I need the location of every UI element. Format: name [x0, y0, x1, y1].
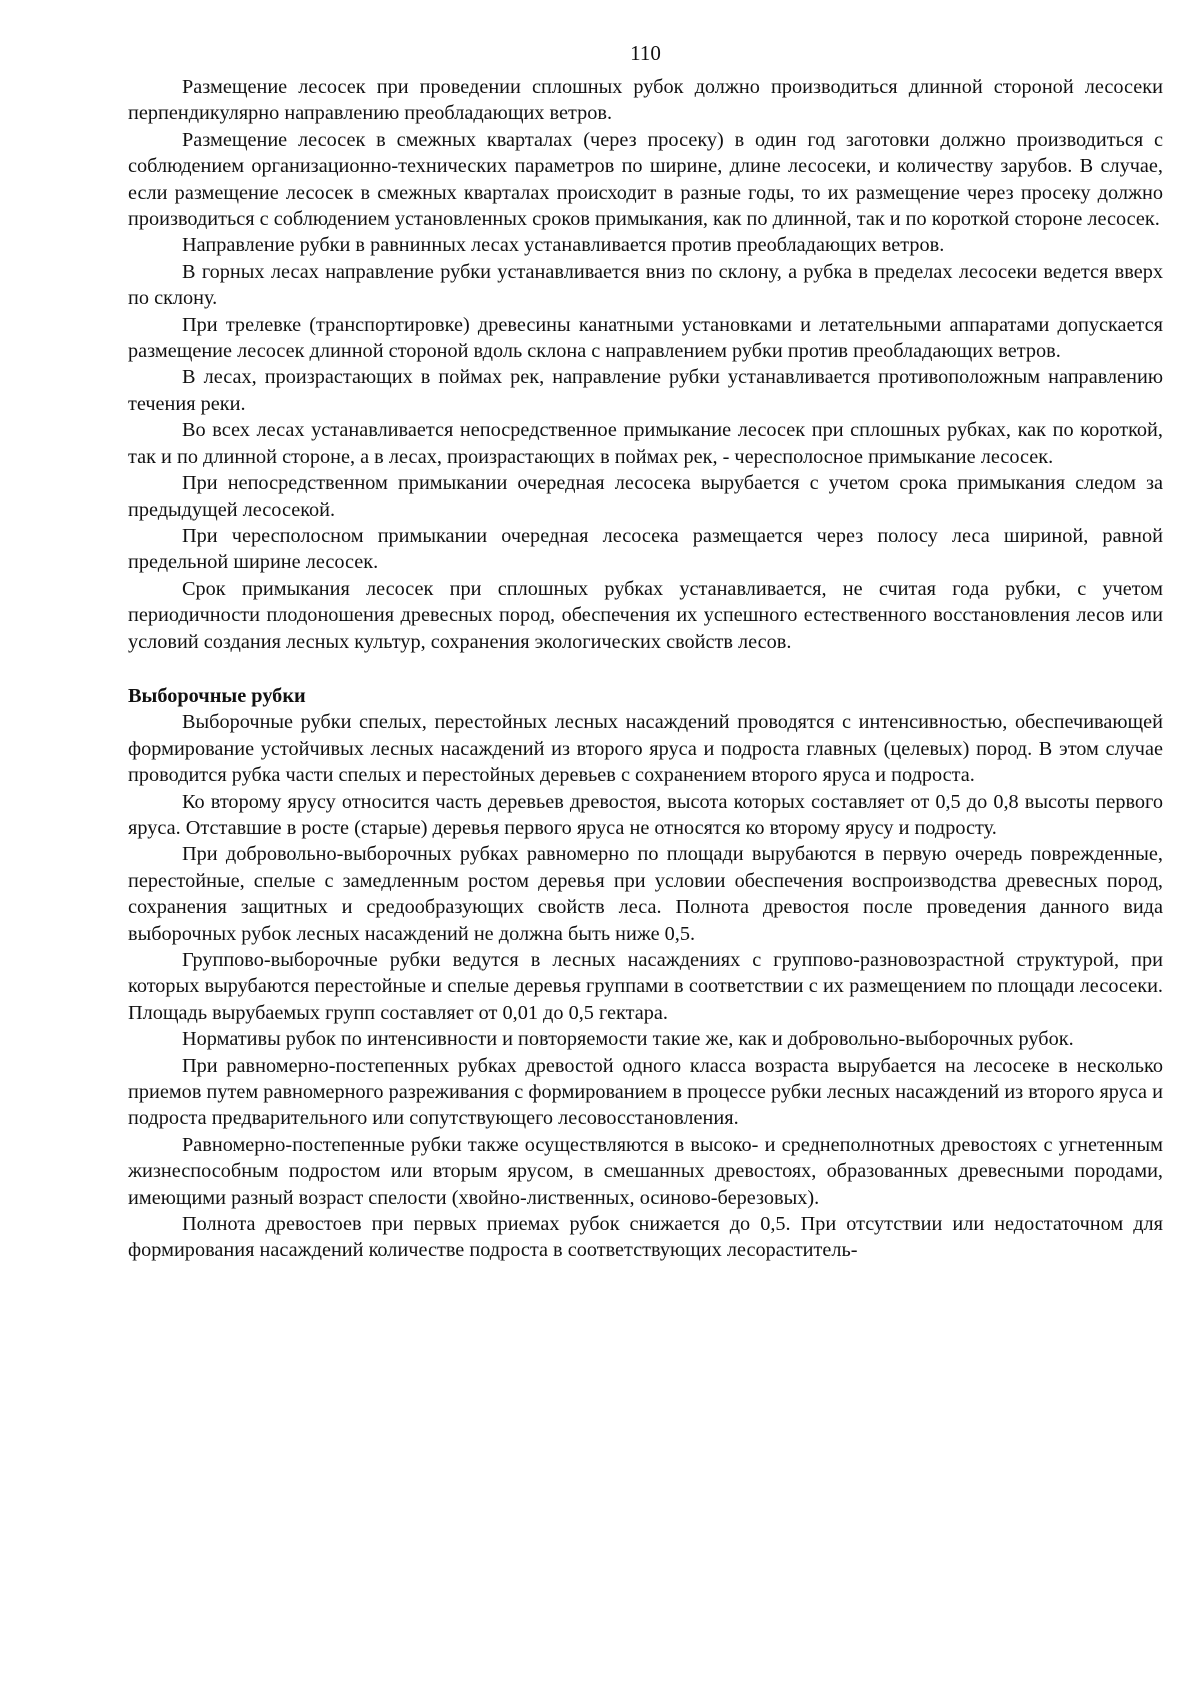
section-selective-cutting [128, 683, 1163, 1264]
paragraph: В лесах, произрастающих в поймах рек, направление рубки устанавливается противоположным направлению течения реки. [128, 366, 1163, 415]
paragraph: При добровольно-выборочных рубках равномерно по площади вырубаются в первую очередь поврежденные, перестойные, спелые с замедленным ростом деревья при условии обеспечения воспроизводства древесных пород, сохранения защитных и средообразующих свойств леса. Полнота древостоя после проведения данного вида выборочных рубок лесных насаждений не должна быть ниже 0,5. [128, 843, 1163, 945]
paragraph: Размещение лесосек в смежных кварталах (через просеку) в один год заготовки должно производиться с соблюдением организационно-технических параметров по ширине, длине лесосеки, и количеству зарубов. В случае, если размещение лесосек в смежных кварталах происходит в разные годы, то их размещение через просеку должно производиться с соблюдением установленных сроков примыкания, как по длинной, так и по короткой стороне лесосек. [128, 128, 1163, 231]
paragraph: Выборочные рубки спелых, перестойных лесных насаждений проводятся с интенсивностью, обеспечивающей формирование устойчивых лесных насаждений из второго яруса и подроста главных (целевых) пород. В этом случае проводится рубка части спелых и перестойных деревьев с сохранением второго яруса и подроста. [128, 711, 1163, 787]
page-number: 110 [630, 41, 661, 65]
paragraph: Размещение лесосек при проведении сплошных рубок должно производиться длинной стороной лесосеки перпендикулярно направлению преобладающих ветров. [128, 76, 1163, 125]
section-heading: Выборочные рубки [128, 684, 306, 707]
paragraph: При непосредственном примыкании очередная лесосека вырубается с учетом срока примыкания следом за предыдущей лесосекой. [128, 472, 1163, 521]
paragraph: Полнота древостоев при первых приемах рубок снижается до 0,5. При отсутствии или недостаточном для формирования насаждений количестве подроста в соответствующих лесораститель- [128, 1213, 1163, 1262]
paragraph: При равномерно-постепенных рубках древостой одного класса возраста вырубается на лесосеке в несколько приемов путем равномерного разреживания с формированием в процессе рубки лесных насаждений из второго яруса и подроста предварительного или сопутствующего лесовосстановления. [128, 1054, 1163, 1130]
paragraph: Равномерно-постепенные рубки также осуществляются в высоко- и среднеполнотных древостоях с угнетенным жизнеспособным подростом или вторым ярусом, в смешанных древостоях, образованных древесными породами, имеющими разный возраст спелости (хвойно-лиственных, осиново-березовых). [128, 1133, 1163, 1209]
document-page [128, 40, 1163, 1264]
paragraph: Ко второму ярусу относится часть деревьев древостоя, высота которых составляет от 0,5 до 0,8 высоты первого яруса. Отставшие в росте (старые) деревья первого яруса не относятся ко второму ярусу и подросту. [128, 790, 1163, 839]
paragraph: В горных лесах направление рубки устанавливается вниз по склону, а рубка в пределах лесосеки ведется вверх по склону. [128, 260, 1163, 310]
paragraph: Срок примыкания лесосек при сплошных рубках устанавливается, не считая года рубки, с учетом периодичности плодоношения древесных пород, обеспечения их успешного естественного восстановления лесов или условий создания лесных культур, сохранения экологических свойств лесов. [128, 577, 1163, 653]
paragraph: При трелевке (транспортировке) древесины канатными установками и летательными аппаратами допускается размещение лесосек длинной стороной вдоль склона с направлением рубки против преобладающих ветров. [128, 313, 1163, 363]
paragraph: Во всех лесах устанавливается непосредственное примыкание лесосек при сплошных рубках, как по короткой, так и по длинной стороне, а в лесах, произрастающих в поймах рек, - чересполосное примыкание лесосек. [128, 419, 1163, 468]
paragraph: Нормативы рубок по интенсивности и повторяемости такие же, как и добровольно-выборочных рубок. [182, 1028, 1074, 1051]
paragraph: Направление рубки в равнинных лесах устанавливается против преобладающих ветров. [182, 234, 945, 257]
paragraph: Группово-выборочные рубки ведутся в лесных насаждениях с группово-разновозрастной структурой, при которых вырубаются перестойные и спелые деревья группами в соответствии с их размещением по площади лесосеки. Площадь вырубаемых групп составляет от 0,01 до 0,5 гектара. [128, 949, 1163, 1024]
section-clear-cutting [128, 74, 1163, 655]
paragraph: При чересполосном примыкании очередная лесосека размещается через полосу леса шириной, равной предельной ширине лесосек. [128, 524, 1163, 574]
